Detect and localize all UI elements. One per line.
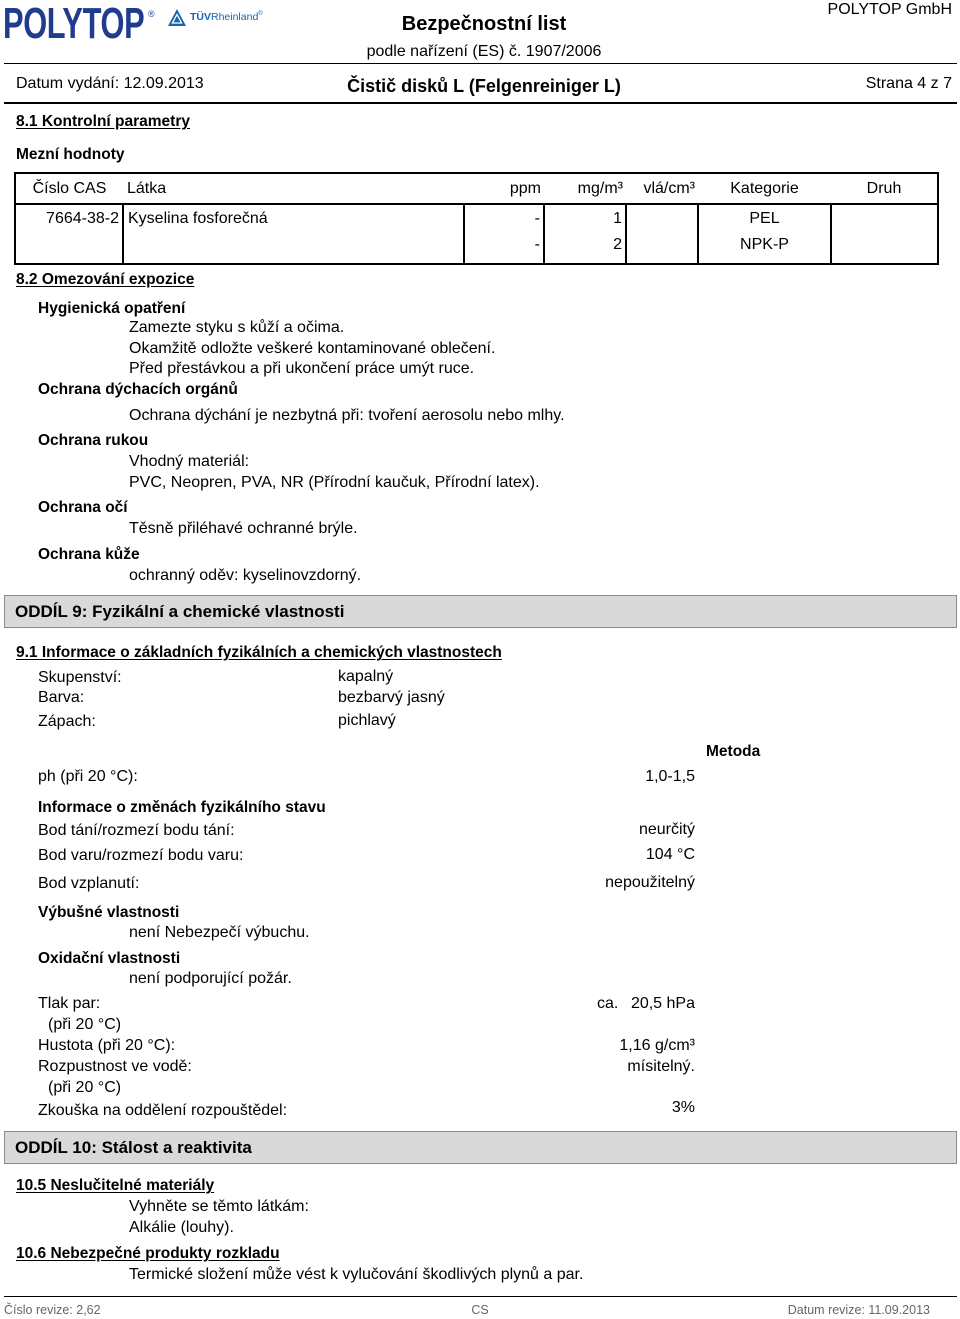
- section-10-title: ODDÍL 10: Stálost a reaktivita: [15, 1138, 252, 1157]
- company-name: POLYTOP GmbH: [827, 1, 952, 18]
- state-label: Skupenství:: [38, 669, 122, 686]
- cell-mg: 2: [544, 232, 626, 264]
- melting-point-value: neurčitý: [638, 821, 695, 838]
- hygiene-line: Před přestávkou a při ukončení práce umýt ruce.: [129, 360, 475, 377]
- oxidising-title: Oxidační vlastnosti: [38, 950, 181, 967]
- col-header-fibres: vlá/cm³: [626, 173, 698, 204]
- heading-10-6: 10.6 Nebezpečné produkty rozkladu: [16, 1245, 280, 1262]
- density-label: Hustota (při 20 °C):: [38, 1037, 176, 1054]
- explosive-text: není Nebezpečí výbuchu.: [129, 924, 310, 941]
- hands-line: PVC, Neopren, PVA, NR (Přírodní kaučuk, Přírodní latex).: [129, 474, 540, 491]
- skin-title: Ochrana kůže: [38, 546, 140, 563]
- header-bottom-rule: [4, 102, 957, 104]
- issue-date: Datum vydání: 12.09.2013: [16, 75, 204, 92]
- page-number: Strana 4 z 7: [865, 75, 952, 92]
- melting-point-label: Bod tání/rozmezí bodu tání:: [38, 822, 235, 839]
- hygiene-title: Hygienická opatření: [38, 300, 186, 317]
- col-header-mg: mg/m³: [544, 173, 626, 204]
- solvent-separation-value: 3%: [671, 1099, 695, 1116]
- state-value: kapalný: [338, 668, 394, 685]
- state-change-title: Informace o změnách fyzikálního stavu: [38, 799, 326, 816]
- eyes-line: Těsně přiléhavé ochranné brýle.: [129, 520, 358, 537]
- cell-ppm: -: [464, 204, 544, 232]
- section-9-banner: [4, 595, 957, 628]
- table-row: [15, 204, 938, 232]
- incompatible-line: Vyhněte se těmto látkám:: [129, 1198, 309, 1215]
- cell-category: PEL: [698, 204, 831, 232]
- tuv-logo-registered-mark: ®: [258, 11, 263, 17]
- tuv-logo-prefix: TÜV: [190, 11, 211, 23]
- exposure-limits-table: [14, 172, 939, 265]
- footer-divider: [4, 1296, 957, 1297]
- document-title: Bezpečnostní list: [401, 13, 567, 35]
- polytop-logo-registered-mark: ®: [148, 9, 155, 19]
- cell-category: NPK-P: [698, 232, 831, 264]
- col-header-category: Kategorie: [698, 173, 831, 204]
- odour-label: Zápach:: [38, 713, 96, 730]
- polytop-logo: POLYTOP: [3, 0, 145, 48]
- hygiene-line: Okamžitě odložte veškeré kontaminované oblečení.: [129, 340, 496, 357]
- vapour-pressure-label: Tlak par:: [38, 995, 101, 1012]
- flash-point-label: Bod vzplanutí:: [38, 875, 140, 892]
- respiratory-title: Ochrana dýchacích orgánů: [38, 381, 238, 398]
- hands-title: Ochrana rukou: [38, 432, 149, 449]
- cell-substance: Kyselina fosforečná: [123, 204, 464, 232]
- heading-9-1: 9.1 Informace o základních fyzikálních a chemických vlastnostech: [16, 644, 502, 661]
- odour-value: pichlavý: [338, 712, 396, 729]
- colour-value: bezbarvý jasný: [338, 689, 445, 706]
- tuv-logo-name: Rheinland: [211, 11, 259, 23]
- regulation-reference: podle nařízení (ES) č. 1907/2006: [366, 43, 602, 60]
- cell-substance: [123, 232, 464, 264]
- cell-cas: 7664-38-2: [15, 204, 123, 232]
- ph-label: ph (při 20 °C):: [38, 768, 138, 785]
- cell-type: [831, 204, 938, 232]
- solubility-condition: (při 20 °C): [48, 1079, 122, 1096]
- table-row: [15, 232, 938, 264]
- header-divider: [4, 63, 957, 64]
- boiling-point-value: 104 °C: [645, 846, 695, 863]
- hands-line: Vhodný materiál:: [129, 453, 250, 470]
- colour-label: Barva:: [38, 689, 85, 706]
- heading-10-5: 10.5 Neslučitelné materiály: [16, 1177, 215, 1194]
- cell-type: [831, 232, 938, 264]
- table-header-row: [15, 173, 938, 204]
- section-10-banner: [4, 1131, 957, 1164]
- cell-ppm: -: [464, 232, 544, 264]
- section-9-title: ODDÍL 9: Fyzikální a chemické vlastnosti: [15, 602, 345, 621]
- hygiene-line: Zamezte styku s kůží a očima.: [129, 319, 345, 336]
- solubility-label: Rozpustnost ve vodě:: [38, 1058, 192, 1075]
- solubility-value: mísitelný.: [627, 1058, 695, 1075]
- explosive-title: Výbušné vlastnosti: [38, 904, 180, 921]
- density-value: 1,16 g/cm³: [619, 1037, 695, 1054]
- revision-number: Číslo revize: 2,62: [4, 1303, 101, 1317]
- revision-date: Datum revize: 11.09.2013: [787, 1303, 930, 1317]
- decomposition-line: Termické složení může vést k vylučování škodlivých plynů a par.: [129, 1266, 584, 1283]
- vapour-pressure-qualifier: ca.: [597, 995, 619, 1012]
- solvent-separation-label: Zkouška na oddělení rozpouštědel:: [38, 1102, 288, 1119]
- language-code: CS: [471, 1303, 489, 1317]
- flash-point-value: nepoužitelný: [605, 874, 695, 891]
- oxidising-text: není podporující požár.: [129, 970, 292, 987]
- vapour-pressure-condition: (při 20 °C): [48, 1016, 122, 1033]
- col-header-type: Druh: [831, 173, 938, 204]
- boiling-point-label: Bod varu/rozmezí bodu varu:: [38, 847, 244, 864]
- respiratory-line: Ochrana dýchání je nezbytná při: tvoření aerosolu nebo mlhy.: [129, 407, 565, 424]
- method-column-header: Metoda: [706, 743, 761, 760]
- skin-line: ochranný oděv: kyselinovzdorný.: [129, 567, 362, 584]
- product-name: Čistič disků L (Felgenreiniger L): [347, 76, 621, 96]
- vapour-pressure-value: 20,5 hPa: [630, 995, 695, 1012]
- cell-fibres: [626, 232, 698, 264]
- ph-value: 1,0-1,5: [645, 768, 695, 785]
- col-header-substance: Látka: [123, 173, 464, 204]
- heading-8-1: 8.1 Kontrolní parametry: [16, 113, 190, 130]
- incompatible-line: Alkálie (louhy).: [129, 1219, 234, 1236]
- limits-title: Mezní hodnoty: [16, 146, 125, 163]
- col-header-ppm: ppm: [464, 173, 544, 204]
- cell-fibres: [626, 204, 698, 232]
- cell-cas: [15, 232, 123, 264]
- heading-8-2: 8.2 Omezování expozice: [16, 271, 195, 288]
- eyes-title: Ochrana očí: [38, 499, 128, 516]
- cell-mg: 1: [544, 204, 626, 232]
- col-header-cas: Číslo CAS: [15, 173, 123, 204]
